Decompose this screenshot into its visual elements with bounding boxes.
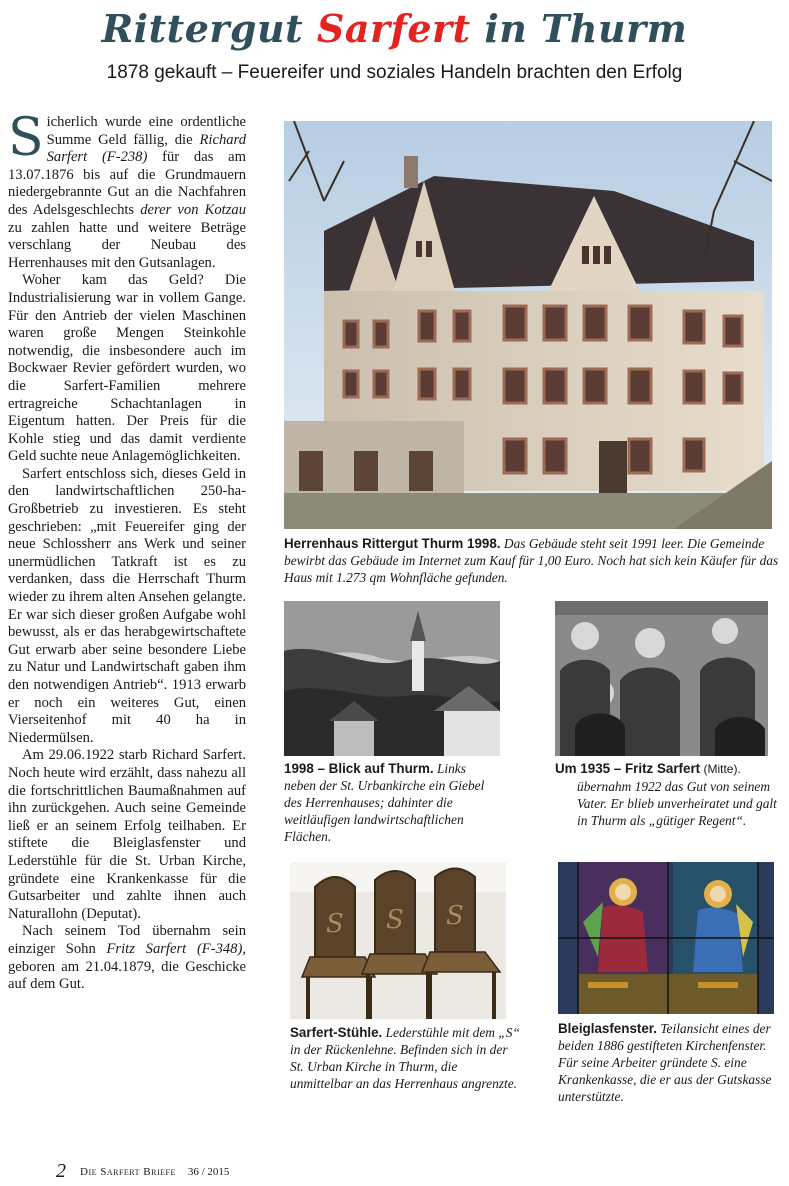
- italic-name: derer von Kotzau: [140, 201, 246, 218]
- stained-glass-caption: Bleiglasfenster. Teilansicht eines der beiden 1886 gestifteten Kirchenfenster. Für seine Arbeiter gründete S. eine Krankenkasse, die er aus der Gutskasse unterstützte.: [558, 1021, 772, 1104]
- page-footer: [56, 1160, 229, 1183]
- page-title: Rittergut Sarfert in Thurm: [101, 6, 688, 51]
- svg-text:S: S: [386, 905, 404, 935]
- article-paragraph-2: Woher kam das Geld? Die Industrialisierung war in vollem Gange. Für den Antrieb der vielen Maschinen waren große Mengen Steinkohle notwendig, die insbesondere auch im Bockwaer Revier gefördert wurden, wo die Sarfert-Familien mehrere ertragreiche Schachtanlagen in Eigentum hatten. Der Preis für die Kohle stieg und das damit verdiente Geld suchte neue Anlagemöglichkeiten.: [8, 272, 246, 465]
- article-paragraph-4: Am 29.06.1922 starb Richard Sarfert. Noch heute wird erzählt, dass nahezu all die fortschrittlichen Baumaßnahmen auf ihn zurückgehen. Auch seine Gemeinde ließ er an seinem Erfolg teilhaben. Er stiftete die Bleiglasfenster und Lederstühle für die St. Urban Kirche, gründete eine Krankenkasse für die Gutsarbeiter und zahlte ihnen auch Naturallohn (Deputat).: [8, 747, 246, 922]
- page-number: 2: [56, 1160, 66, 1182]
- issue-number: 36 / 2015: [187, 1166, 230, 1178]
- fritz-sarfert-caption: Um 1935 – Fritz Sarfert (Mitte). übernahm 1922 das Gut von seinem Vater. Er blieb unverheiratet und galt in Thurm als „gütiger Regent“.: [555, 761, 777, 828]
- thurm-view-photo: [284, 601, 500, 756]
- text-run: icherlich wurde eine ordentliche Summe Geld fällig, die: [46, 114, 246, 148]
- stained-glass-photo: [558, 862, 774, 1014]
- italic-name: Richard Sarfert (F-238): [46, 131, 246, 166]
- article-paragraph-3: Sarfert entschloss sich, dieses Geld in den landwirtschaftlichen 250-ha-Großbetrieb zu investieren. Es steht geschrieben: „mit Feuereifer ging der neue Schlossherr ans Werk und seiner unermüdlichen Tatkraft ist es zu verdanken, dass die Herrschaft Thurm wieder zu ihrem alten Ansehen gelangte. Er war sich dieser großen Aufgabe wohl bewusst, als er das herabgewirtschaftete Gut erwarb aber seine besondere Liebe zu Natur und Landwirtschaft gaben ihm den notwendigen Antrieb“. 1913 erwarb er noch ein weiteres Gut, einen Vierseitenhof mit 40 ha in Niedermülsen.: [8, 465, 246, 746]
- herrenhaus-caption: Herrenhaus Rittergut Thurm 1998. Das Gebäude steht seit 1991 leer. Die Gemeinde bewirbt das Gebäude im Internet zum Kauf für 1,00 Euro. Noch hat sich kein Käufer für das Haus mit 1.273 qm Wohnfläche gefunden.: [284, 536, 779, 585]
- magazine-name: Die Sarfert Briefe: [80, 1166, 176, 1178]
- article-text-column: [8, 108, 246, 994]
- article-paragraph-1: [8, 108, 246, 272]
- italic-name: Fritz Sarfert (F-348),: [106, 940, 246, 957]
- herrenhaus-photo: [284, 121, 772, 529]
- drop-cap: S: [8, 108, 44, 168]
- article-paragraph-5: [8, 923, 246, 993]
- svg-text:S: S: [326, 909, 344, 939]
- title-accent: Sarfert: [316, 6, 471, 51]
- chairs-photo: [290, 862, 506, 1019]
- chairs-caption: Sarfert-Stühle. Lederstühle mit dem „S“ in der Rückenlehne. Befinden sich in der St. Urban Kirche in Thurm, die unmittelbar an das Herrenhaus angrenzte.: [290, 1025, 520, 1091]
- svg-text:S: S: [446, 901, 464, 931]
- text-run: Nach seinem Tod übernahm sein einziger Sohn: [8, 923, 246, 957]
- text-run: für das am 13.07.1876 bis auf die Grundmauern niedergebrannte Gut an die Nachfahren des Adelsgeschlechts: [8, 149, 246, 218]
- thurm-view-caption: 1998 – Blick auf Thurm. Links neben der St. Urbankirche ein Giebel des Herrenhauses; dahinter die weitläufigen landwirtschaftlichen Flächen.: [284, 761, 485, 844]
- fritz-sarfert-photo: [555, 601, 768, 756]
- text-run: geboren am 21.04.1879, die Geschicke auf dem Gut.: [8, 958, 246, 993]
- text-run: zu zahlen hatte und weitere Beträge verschlang der Neubau des Herrenhauses mit den Gutsanlagen.: [8, 219, 246, 271]
- page-subtitle: 1878 gekauft – Feuereifer und soziales Handeln brachten den Erfolg: [106, 62, 683, 83]
